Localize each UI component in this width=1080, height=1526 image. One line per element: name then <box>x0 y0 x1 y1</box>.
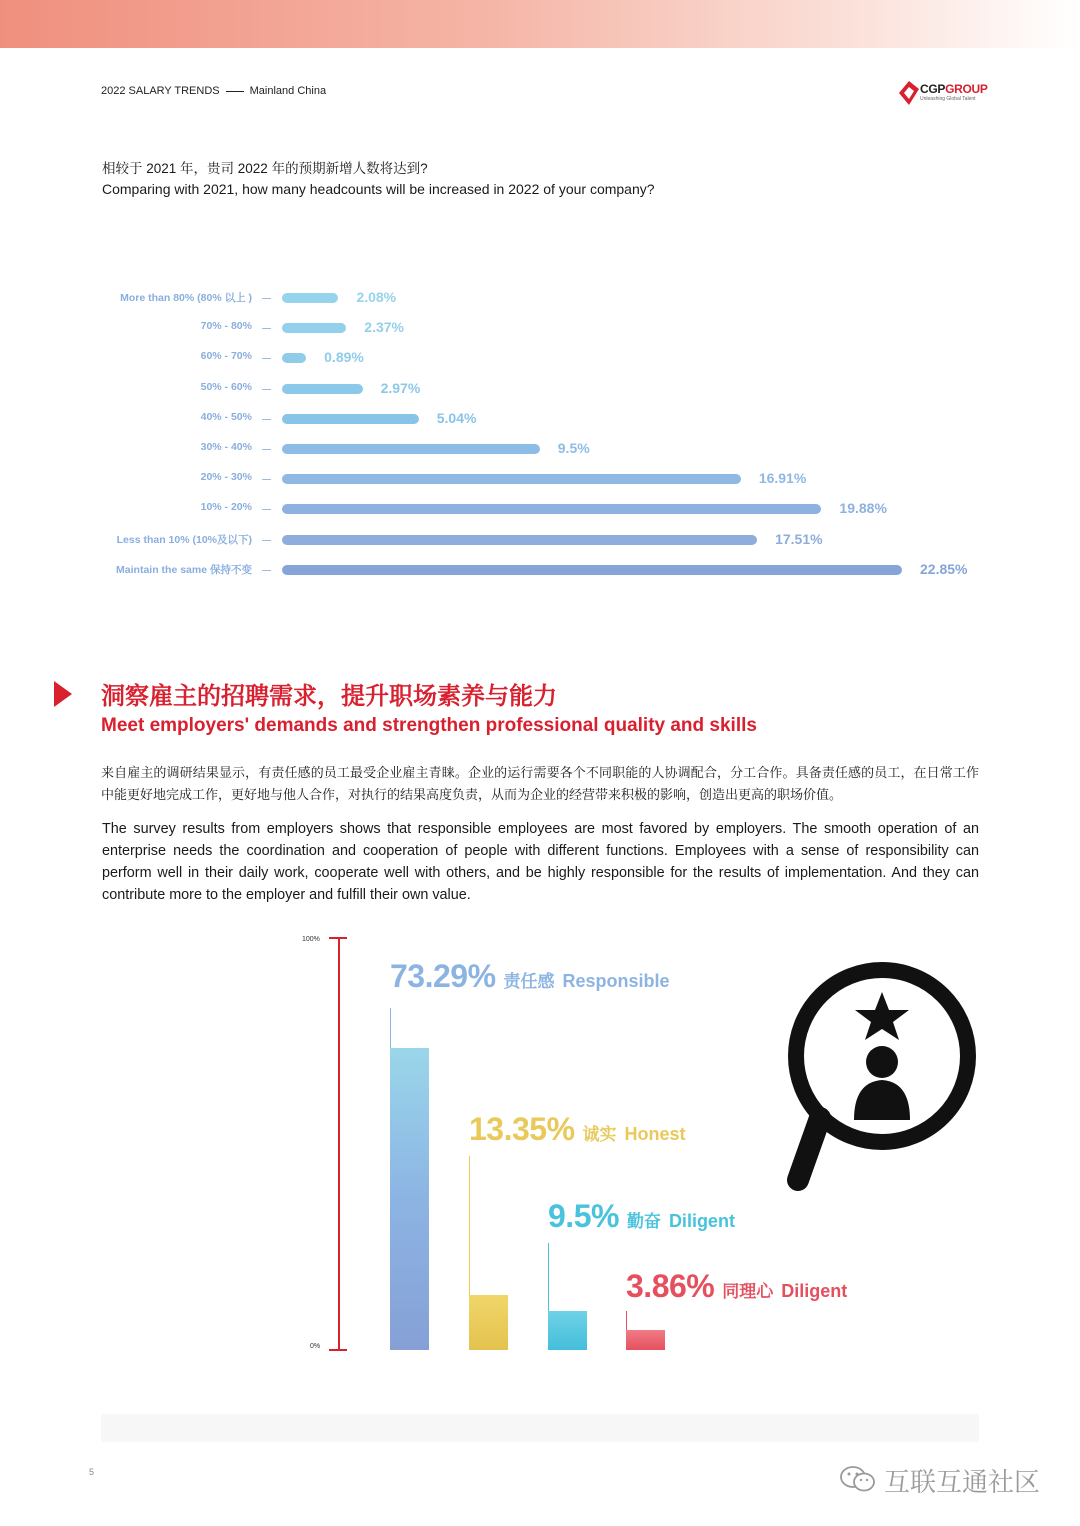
quality-label <box>390 958 670 995</box>
bar-row <box>0 499 1080 519</box>
logo-tagline: Unleashing Global Talent <box>920 96 976 102</box>
bar-value-label: 22.85% <box>920 560 968 577</box>
bar-category-label: 10% - 20% <box>200 501 252 514</box>
paragraph-cn: 来自雇主的调研结果显示，有责任感的员工最受企业雇主青睐。企业的运行需要各个不同职能的人协调配合，分工合作。具备责任感的员工，在日常工作中能更好地完成工作，更好地与他人合作，对执行的结果高度负责，从而为企业的经营带来积极的影响，创造出更高的职场价值。 <box>101 765 979 802</box>
bar-category-label: 20% - 30% <box>200 471 252 484</box>
bar <box>282 565 902 575</box>
bar-value-label: 2.97% <box>380 379 421 396</box>
bar-row <box>0 439 1080 459</box>
quality-bar <box>548 1311 587 1350</box>
quality-name-cn: 勤奋 <box>626 1212 661 1231</box>
quality-name-cn: 责任感 <box>503 972 555 991</box>
cgp-logo-icon <box>898 80 920 106</box>
section-title-cn: 洞察雇主的招聘需求，提升职场素养与能力 <box>101 683 557 710</box>
footer-band <box>101 1414 979 1442</box>
bar-row <box>0 560 1080 580</box>
y-tick-label-0: 0% <box>310 1343 321 1350</box>
bar-row <box>0 469 1080 489</box>
bar-row <box>0 409 1080 429</box>
quality-value: 73.29% <box>390 958 496 994</box>
report-region: Mainland China <box>249 85 327 97</box>
bar-row <box>0 348 1080 368</box>
bar-label-dash <box>262 449 271 450</box>
quality-bar-guide-line <box>626 1311 627 1330</box>
quality-name-en: Diligent <box>781 1281 848 1301</box>
bar <box>282 353 306 363</box>
bar-label-dash <box>262 509 271 510</box>
quality-value: 9.5% <box>548 1198 619 1234</box>
bar-row <box>0 379 1080 399</box>
cgp-group-logo <box>898 80 998 106</box>
bar-label-dash <box>262 298 271 299</box>
report-header <box>101 85 326 97</box>
bar-category-label: Maintain the same 保持不变 <box>116 563 252 576</box>
quality-name-en: Diligent <box>668 1211 735 1231</box>
report-title: 2022 SALARY TRENDS <box>101 85 220 97</box>
logo-wordmark: CGPGROUP <box>920 82 988 96</box>
quality-value: 3.86% <box>626 1268 715 1304</box>
quality-label <box>626 1268 847 1305</box>
bar-label-dash <box>262 540 271 541</box>
bar-category-label: Less than 10% (10%及以下) <box>116 533 252 546</box>
bar-row <box>0 288 1080 308</box>
bar <box>282 414 419 424</box>
y-axis-tick-top <box>329 937 347 939</box>
bar <box>282 293 338 303</box>
bar <box>282 384 363 394</box>
quality-label <box>469 1111 686 1148</box>
bar <box>282 474 741 484</box>
bar-label-dash <box>262 479 271 480</box>
magnifier-person-star-icon <box>784 958 984 1198</box>
quality-bar <box>469 1295 508 1350</box>
bar-value-label: 9.5% <box>557 440 590 456</box>
bar-category-label: 50% - 60% <box>200 380 252 393</box>
question-cn: 相较于 2021 年，贵司 2022 年的预期新增人数将达到? <box>102 161 428 176</box>
bar-value-label: 0.89% <box>324 349 364 366</box>
triangle-marker-icon <box>54 681 72 707</box>
quality-bar-guide-line <box>390 1008 391 1048</box>
section-title-en: Meet employers' demands and strengthen professional quality and skills <box>101 715 757 736</box>
quality-bar <box>626 1330 665 1350</box>
quality-name-en: Honest <box>624 1124 686 1144</box>
y-tick-label-100: 100% <box>302 936 320 943</box>
bar-value-label: 19.88% <box>839 500 887 517</box>
quality-name-cn: 诚实 <box>582 1125 617 1144</box>
quality-label <box>548 1198 735 1235</box>
bar-label-dash <box>262 389 271 390</box>
bar <box>282 444 540 454</box>
bar-label-dash <box>262 358 271 359</box>
quality-bar-guide-line <box>469 1156 470 1295</box>
bar-row <box>0 318 1080 338</box>
bar-category-label: 70% - 80% <box>200 320 252 333</box>
bar <box>282 323 346 333</box>
bar-category-label: 30% - 40% <box>200 441 252 453</box>
bar-label-dash <box>262 570 271 571</box>
y-axis-tick-bottom <box>329 1349 347 1351</box>
watermark <box>838 1460 1048 1496</box>
bar-category-label: 60% - 70% <box>200 350 252 363</box>
page-number: 5 <box>89 1467 95 1477</box>
watermark-text: 互联互通社区 <box>884 1467 1041 1497</box>
bar-value-label: 2.08% <box>356 289 397 305</box>
top-gradient-band <box>0 0 1080 48</box>
bar-label-dash <box>262 419 271 420</box>
bar-value-label: 16.91% <box>758 470 807 487</box>
quality-bar-guide-line <box>548 1243 549 1311</box>
quality-name-en: Responsible <box>562 971 670 991</box>
bar-label-dash <box>262 328 271 329</box>
y-axis-line <box>338 938 340 1351</box>
bar-category-label: 40% - 50% <box>200 410 252 423</box>
quality-name-cn: 同理心 <box>722 1282 774 1301</box>
bar <box>282 504 821 514</box>
bar-row <box>0 530 1080 550</box>
bar-value-label: 5.04% <box>436 409 477 426</box>
bar-value-label: 2.37% <box>364 319 404 336</box>
wechat-icon <box>838 1464 878 1494</box>
bar-category-label: More than 80% (80% 以上 ) <box>120 292 252 304</box>
header-rule <box>226 91 244 92</box>
bar-value-label: 17.51% <box>775 530 823 547</box>
question-en: Comparing with 2021, how many headcounts will be increased in 2022 of your company? <box>102 181 655 197</box>
paragraph-en: The survey results from employers shows that responsible employees are most favored by employers. The smooth operation of an enterprise needs the coordination and cooperation of people with different functions. Employees with a sense of responsibility can perform well in their daily work, cooperate well with others, and be highly responsible for the results of implementation. And they can contribute more to the employer and fulfill their own value. <box>102 821 979 903</box>
bar <box>282 535 757 545</box>
quality-value: 13.35% <box>469 1111 575 1147</box>
quality-bar <box>390 1048 429 1350</box>
